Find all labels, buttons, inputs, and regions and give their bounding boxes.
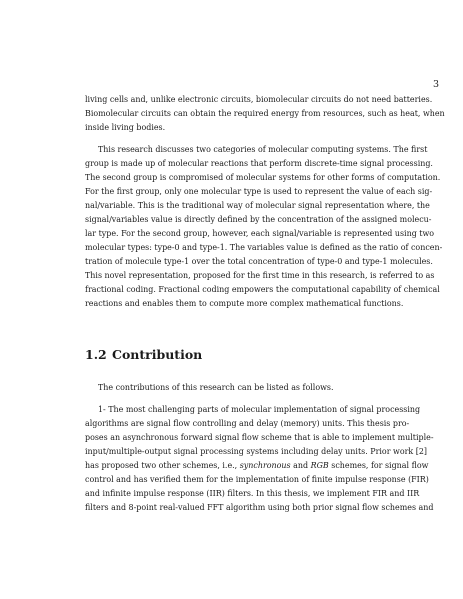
paragraph-2-line-2: group is made up of molecular reactions that perform discrete-time signal processing.	[85, 159, 433, 168]
section-number: 1.2	[85, 347, 107, 362]
emphasis-synchronous: synchronous	[239, 461, 291, 470]
paragraph-2-line-9: tration of molecule type-1 over the total concentration of type-0 and type-1 molecules.	[85, 257, 433, 266]
section-heading	[85, 347, 202, 363]
paragraph-2-line-11: fractional coding. Fractional coding empowers the computational capability of chemical	[85, 285, 440, 294]
paragraph-3-line-1: The contributions of this research can be listed as follows.	[98, 383, 334, 392]
paragraph-2-line-4: For the first group, only one molecular type is used to represent the value of each sig-	[85, 187, 433, 196]
paragraph-4-line-5	[85, 460, 429, 472]
paragraph-4-line-5-part-b: and	[290, 461, 311, 470]
paragraph-1-line-3: inside living bodies.	[85, 123, 166, 132]
paragraph-2-line-5: nal/variable. This is the traditional way of molecular signal representation where, the	[85, 201, 430, 210]
section-title: Contribution	[112, 347, 203, 362]
page-number: 3	[433, 79, 440, 90]
paragraph-2-line-7: lar type. For the second group, however, each signal/variable is represented using two	[85, 229, 435, 238]
paragraph-4-line-5-part-a: has proposed two other schemes, i.e.,	[85, 461, 240, 470]
paragraph-1-line-2: Biomolecular circuits can obtain the required energy from resources, such as heat, when	[85, 109, 445, 118]
emphasis-rgb: RGB	[310, 461, 329, 470]
paragraph-4-line-6: control and has verified them for the implementation of finite impulse response (FIR)	[85, 475, 429, 484]
paragraph-2-line-12: reactions and enables them to compute more complex mathematical functions.	[85, 299, 404, 308]
paragraph-4-line-5-part-c: schemes, for signal flow	[328, 461, 429, 470]
paragraph-4-line-4: input/multiple-output signal processing systems including delay units. Prior work [2]	[85, 447, 427, 456]
paragraph-4-line-3: poses an asynchronous forward signal flow scheme that is able to implement multiple-	[85, 433, 434, 442]
paragraph-4-line-2: algorithms are signal flow controlling and delay (memory) units. This thesis pro-	[85, 419, 410, 428]
paragraph-1-line-1: living cells and, unlike electronic circuits, biomolecular circuits do not need batteries.	[85, 95, 433, 104]
paragraph-2-line-1: This research discusses two categories of molecular computing systems. The first	[98, 145, 428, 154]
paragraph-4-line-8: filters and 8-point real-valued FFT algorithm using both prior signal flow schemes and	[85, 503, 434, 512]
paragraph-4-line-7: and infinite impulse response (IIR) filters. In this thesis, we implement FIR and IIR	[85, 489, 420, 498]
paragraph-2-line-3: The second group is compromised of molecular systems for other forms of computation.	[85, 173, 441, 182]
paragraph-2-line-10: This novel representation, proposed for the first time in this research, is referred to as	[85, 271, 435, 280]
paragraph-2-line-8: molecular types: type-0 and type-1. The variables value is defined as the ratio of concen-	[85, 243, 443, 252]
paragraph-4-line-1: 1- The most challenging parts of molecular implementation of signal processing	[98, 405, 421, 414]
paragraph-2-line-6: signal/variables value is directly defined by the concentration of the assigned molecu-	[85, 215, 432, 224]
